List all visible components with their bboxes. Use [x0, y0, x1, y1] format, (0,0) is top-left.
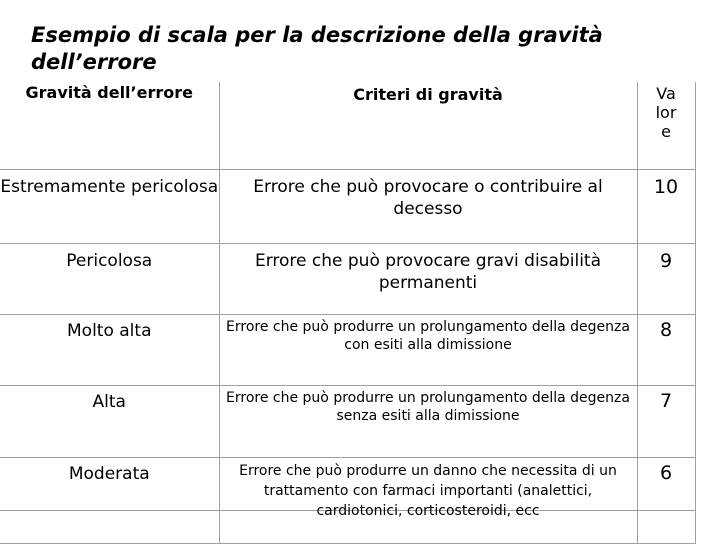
- severity-cell: Molto alta: [0, 315, 219, 386]
- severity-cell: Moderata: [0, 458, 219, 544]
- page-title-line-2: dell’errore: [31, 50, 157, 74]
- value-cell: 7: [637, 386, 695, 458]
- page-title-line-1: Esempio di scala per la descrizione della gravità: [31, 23, 603, 47]
- table-row: [0, 244, 695, 315]
- header-criteria: Criteri di gravità: [219, 82, 637, 170]
- value-cell: 8: [637, 315, 695, 386]
- table-row: [0, 315, 695, 386]
- criteria-cell: Errore che può provocare o contribuire al decesso: [219, 170, 637, 244]
- criteria-cell: Errore che può produrre un prolungamento della degenza senza esiti alla dimissione: [219, 386, 637, 458]
- value-cell: 9: [637, 244, 695, 315]
- table-header-row: [0, 82, 695, 170]
- table-row: [0, 386, 695, 458]
- severity-cell: Estremamente pericolosa: [0, 170, 219, 244]
- value-cell: 10: [637, 170, 695, 244]
- page-title: [31, 22, 691, 76]
- table-row: [0, 170, 695, 244]
- criteria-cell: Errore che può produrre un danno che necessita di un trattamento con farmaci importanti (analettici, cardiotonici, corticosteroidi, ecc: [219, 458, 637, 544]
- severity-scale-table: [0, 82, 696, 544]
- header-value: Va lor e: [637, 82, 695, 170]
- severity-cell: Alta: [0, 386, 219, 458]
- header-severity: Gravità dell’errore: [0, 82, 219, 170]
- table-row: [0, 458, 695, 544]
- criteria-cell: Errore che può provocare gravi disabilità permanenti: [219, 244, 637, 315]
- criteria-cell: Errore che può produrre un prolungamento della degenza con esiti alla dimissione: [219, 315, 637, 386]
- severity-cell: Pericolosa: [0, 244, 219, 315]
- value-cell: 6: [637, 458, 695, 544]
